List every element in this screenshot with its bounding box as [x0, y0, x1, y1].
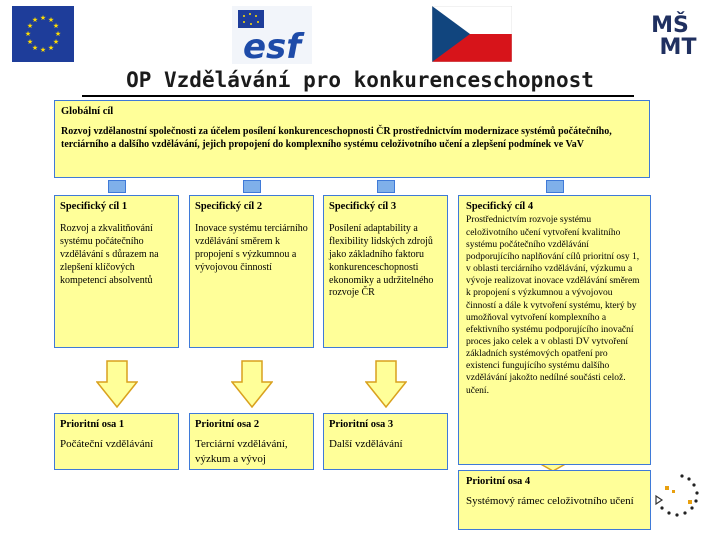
nav-circle-icon[interactable]	[652, 472, 700, 520]
global-goal-text: Rozvoj vzdělanostní společnosti za účelem posílení konkurenceschopnosti ČR prostřednictvím modernizace systémů počátečního, terciárního a dalšího vzdělávání, jejich propojení do komplexního systému celoživotního učení a zlepšení podmínek ve VaV	[61, 126, 612, 151]
svg-text:esf: esf	[242, 27, 302, 64]
specific-goal-text: Prostřednictvím rozvoje systému celoživotního učení vytvoření kvalitního systému počátečního vzdělávání podporujícího naplňování cílů prioritní osy 1, v oblasti terciárního vzdělávání, výzkumu a vývoje realizovat inovace vzdělávání směrem k propojení s výzkumnou a vývojovou činností a dále k vytvoření systému, který by umožňoval vytvoření komplexního a efektivního systému podporujícího inovační proces jako celek a v oblasti DV vytvoření základních systémových opatření pro existenci fungujícího systému dalšího vzdělávání jakožto nedílné součásti celož. učení.	[466, 215, 640, 396]
priority-axis-heading: Prioritní osa 1	[60, 419, 125, 430]
priority-axis-2-box	[189, 413, 314, 470]
title-underline	[82, 95, 634, 97]
specific-goal-heading: Specifický cíl 2	[195, 201, 263, 212]
specific-goal-heading: Specifický cíl 4	[466, 201, 534, 212]
svg-text:★: ★	[26, 38, 34, 46]
svg-text:MT: MT	[659, 35, 697, 60]
svg-text:★: ★	[52, 38, 60, 46]
svg-text:★: ★	[24, 30, 32, 38]
priority-axis-name: Počáteční vzdělávání	[60, 438, 154, 451]
connector-2	[243, 180, 261, 193]
connector-4	[546, 180, 564, 193]
eu-flag-icon	[12, 6, 74, 62]
global-goal-heading: Globální cíl	[61, 106, 114, 117]
svg-text:★: ★	[31, 16, 39, 24]
connector-1	[108, 180, 126, 193]
czech-flag-icon	[432, 6, 512, 62]
priority-axis-name: Terciární vzdělávání, výzkum a vývoj	[195, 438, 288, 465]
svg-text:★: ★	[39, 14, 47, 22]
priority-axis-1-box	[54, 413, 179, 470]
priority-axis-heading: Prioritní osa 4	[466, 476, 531, 487]
down-arrow-2-icon	[231, 360, 273, 408]
svg-text:★: ★	[47, 16, 55, 24]
msmt-logo-icon	[630, 6, 710, 62]
svg-text:★: ★	[39, 46, 47, 54]
specific-goal-1-box	[54, 195, 179, 348]
specific-goal-3-box	[323, 195, 448, 348]
specific-goal-2-box	[189, 195, 314, 348]
specific-goal-text: Rozvoj a zkvalitňování systému počátečního vzdělávání s důrazem na zlepšení klíčových kompetencí absolventů	[60, 223, 159, 286]
page-title: OP Vzdělávání pro konkurenceschopnost	[126, 68, 594, 92]
specific-goal-text: Posílení adaptability a flexibility lidských zdrojů jako základního faktoru konkurenceschopnosti ekonomiky a udržitelného rozvoje ČR	[329, 223, 434, 299]
down-arrow-1-icon	[96, 360, 138, 408]
svg-text:★: ★	[31, 44, 39, 52]
priority-axis-name: Další vzdělávání	[329, 438, 403, 451]
priority-axis-4-box	[458, 470, 651, 530]
global-goal-box	[54, 100, 650, 178]
specific-goal-heading: Specifický cíl 1	[60, 201, 128, 212]
svg-text:★: ★	[47, 44, 55, 52]
specific-goal-text: Inovace systému terciárního vzdělávání směrem k propojení s výzkumnou a vývojovou činností	[195, 223, 308, 273]
svg-text:★: ★	[26, 22, 34, 30]
specific-goal-4-box	[458, 195, 651, 465]
specific-goal-heading: Specifický cíl 3	[329, 201, 397, 212]
connector-3	[377, 180, 395, 193]
svg-text:MŠ: MŠ	[651, 13, 689, 38]
priority-axis-heading: Prioritní osa 2	[195, 419, 260, 430]
esf-logo-icon	[232, 6, 312, 64]
priority-axis-3-box	[323, 413, 448, 470]
priority-axis-name: Systémový rámec celoživotního učení	[466, 495, 634, 508]
priority-axis-heading: Prioritní osa 3	[329, 419, 394, 430]
down-arrow-3-icon	[365, 360, 407, 408]
svg-text:★: ★	[54, 30, 62, 38]
svg-text:★: ★	[52, 22, 60, 30]
